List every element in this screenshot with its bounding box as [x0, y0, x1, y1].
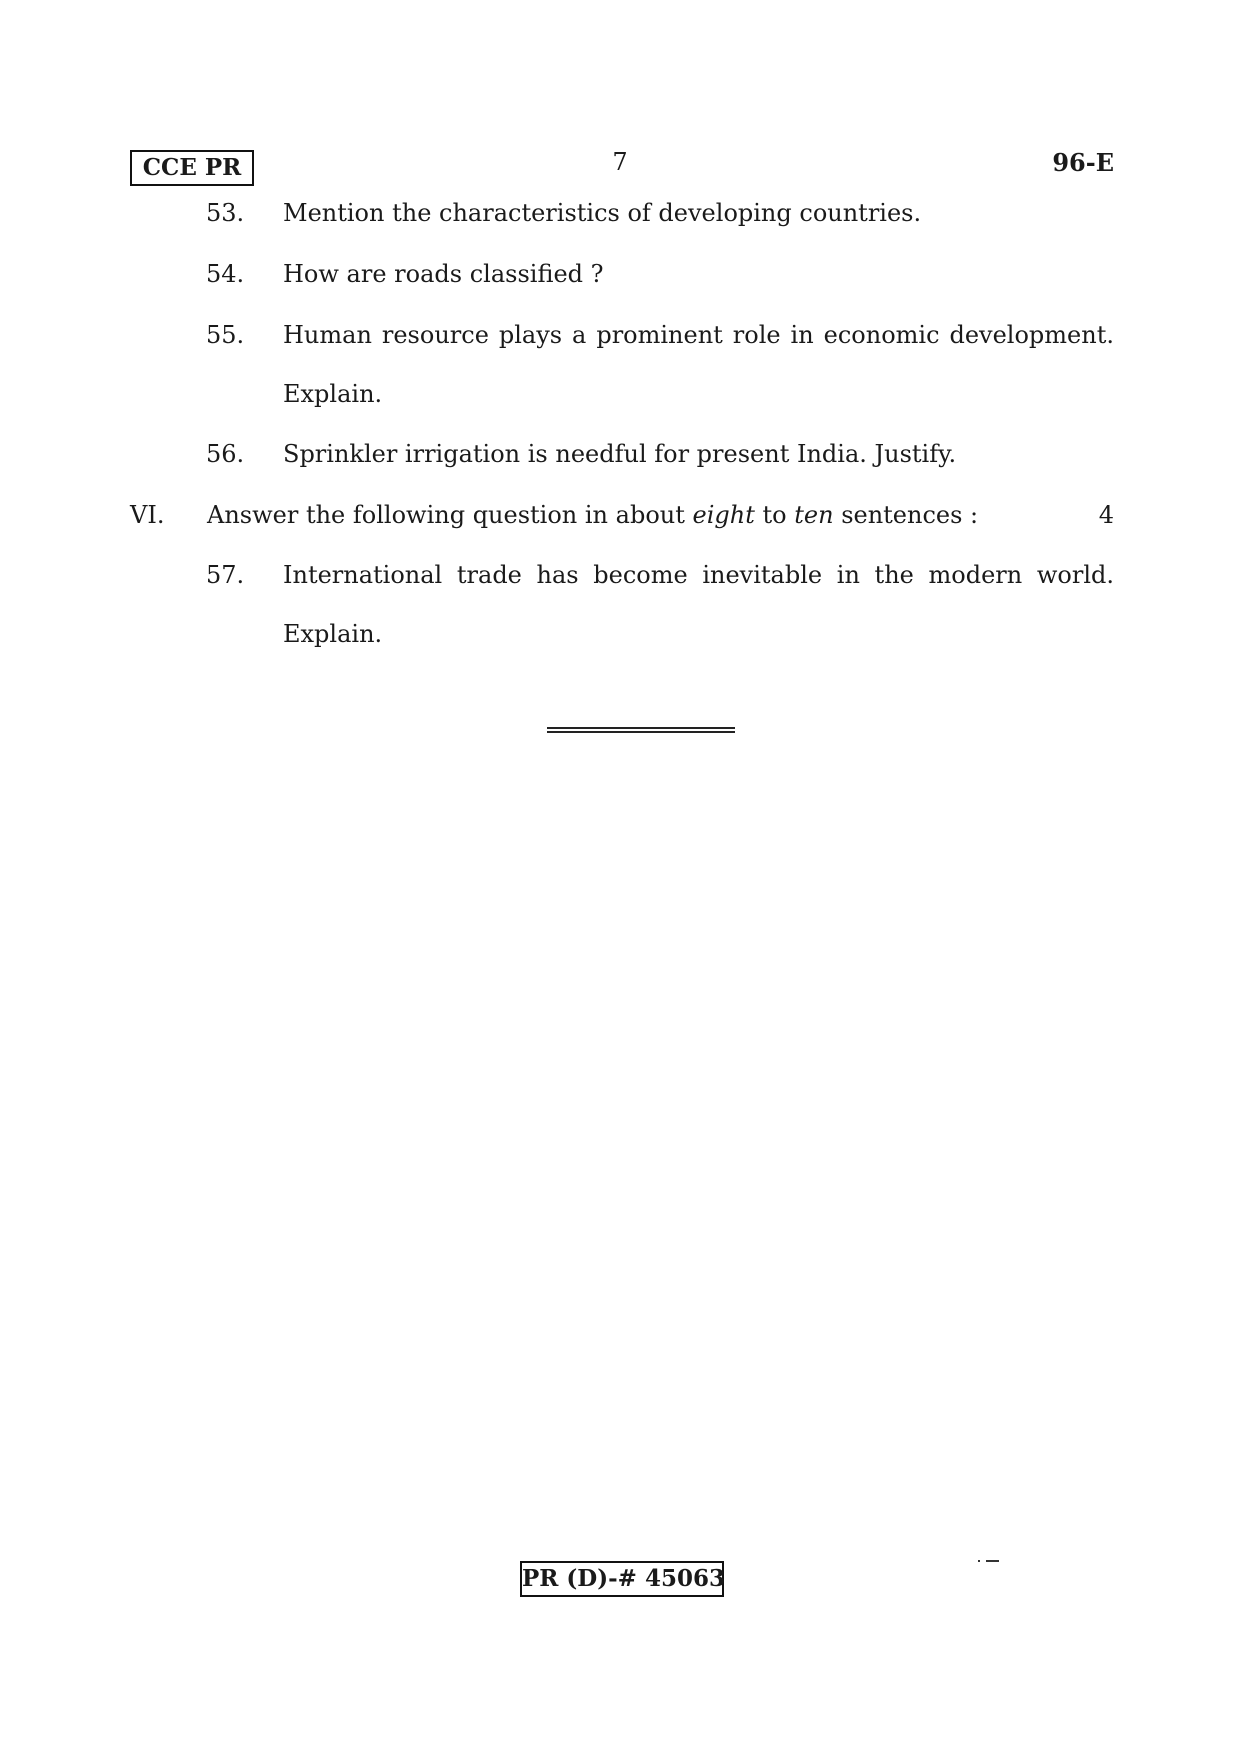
- footer-code-box: PR (D)-# 45063: [520, 1561, 724, 1597]
- end-double-rule: [547, 727, 735, 733]
- question-text-57-line2: Explain.: [283, 620, 383, 648]
- instruction-ten: ten: [794, 501, 834, 529]
- question-text-55-line1: Human resource plays a prominent role in economic development.: [283, 321, 1114, 349]
- scan-mark: [978, 1558, 1002, 1568]
- question-text-53: Mention the characteristics of developing countries.: [283, 199, 922, 227]
- question-text-56: Sprinkler irrigation is needful for present India. Justify.: [283, 440, 957, 468]
- question-text-55-line2: Explain.: [283, 380, 383, 408]
- question-number-56: 56.: [206, 440, 245, 468]
- question-number-57: 57.: [206, 561, 245, 589]
- paper-code: 96-E: [1052, 148, 1114, 177]
- section-instruction: [207, 501, 978, 529]
- header-code-box: CCE PR: [130, 150, 254, 186]
- question-text-54: How are roads classified ?: [283, 260, 604, 288]
- instruction-eight: eight: [692, 501, 755, 529]
- section-marks: 4: [1098, 501, 1114, 529]
- instruction-pre: Answer the following question in about: [207, 501, 685, 529]
- question-text-57-line1: International trade has become inevitable in the modern world.: [283, 561, 1114, 589]
- question-number-53: 53.: [206, 199, 245, 227]
- page-number: 7: [612, 148, 628, 176]
- question-number-54: 54.: [206, 260, 245, 288]
- instruction-mid: to: [762, 501, 787, 529]
- instruction-post: sentences :: [841, 501, 979, 529]
- question-number-55: 55.: [206, 321, 245, 349]
- section-number: VI.: [130, 501, 165, 529]
